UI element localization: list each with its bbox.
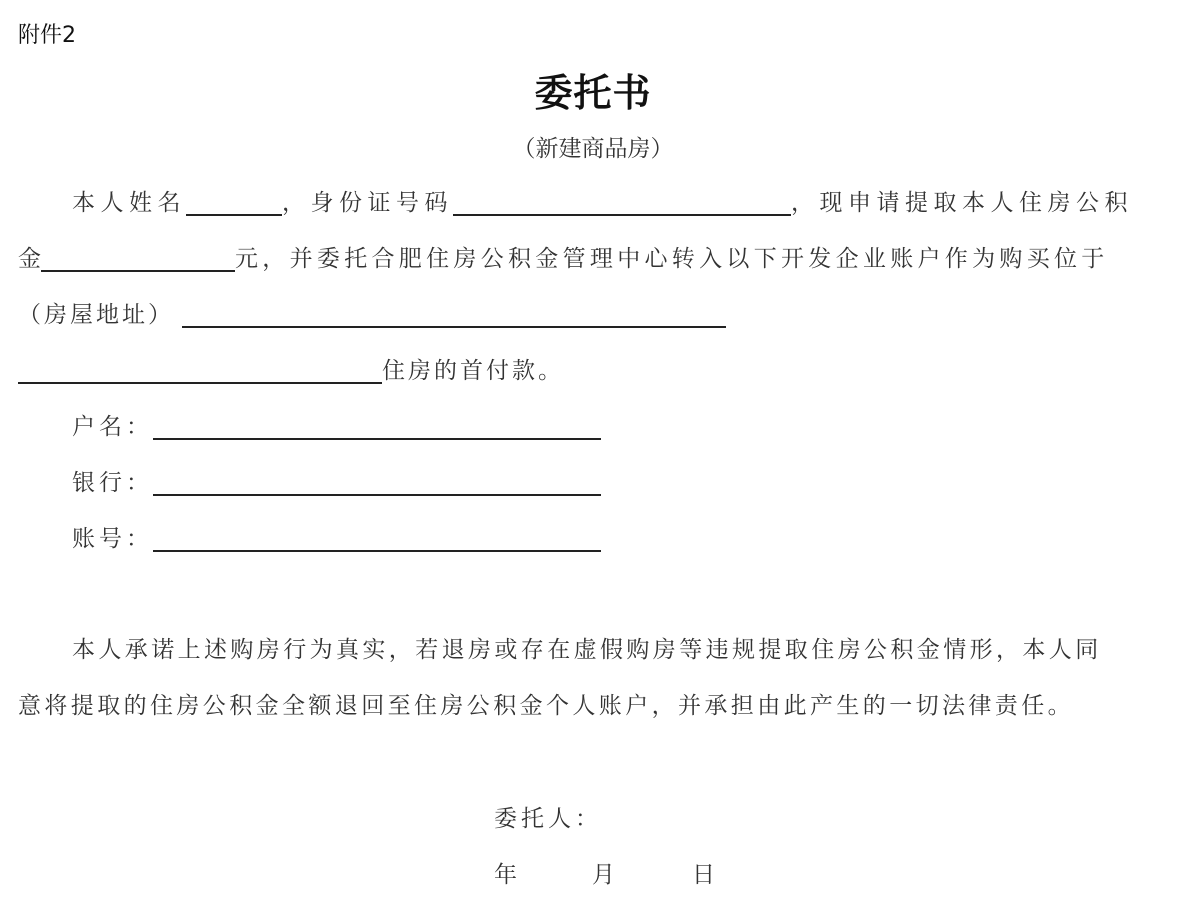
account-number-blank[interactable] bbox=[153, 524, 601, 552]
down-payment-text: 住房的首付款。 bbox=[382, 358, 564, 384]
line-amount bbox=[18, 242, 1109, 276]
account-name-label: 户名： bbox=[72, 414, 153, 440]
line-down-payment bbox=[18, 354, 564, 388]
date-month: 月 bbox=[592, 862, 615, 888]
account-name-row bbox=[72, 410, 601, 444]
apply-text: ，现申请提取本人住房公积 bbox=[791, 190, 1133, 216]
bank-label: 银行： bbox=[72, 470, 153, 496]
line-name-id bbox=[72, 186, 1133, 220]
attachment-label: 附件2 bbox=[18, 23, 76, 48]
bank-blank[interactable] bbox=[153, 468, 601, 496]
name-blank[interactable] bbox=[186, 188, 282, 216]
account-name-blank[interactable] bbox=[153, 412, 601, 440]
principal-label: 委托人： bbox=[494, 806, 602, 832]
address-blank[interactable] bbox=[182, 300, 726, 328]
id-label: ，身份证号码 bbox=[282, 190, 453, 216]
document-title: 委托书 bbox=[534, 70, 652, 115]
amount-text: 元，并委托合肥住房公积金管理中心转入以下开发企业账户作为购买位于 bbox=[235, 246, 1109, 272]
document-subtitle: （新建商品房） bbox=[512, 136, 674, 162]
promise-line-2: 意将提取的住房公积金全额退回至住房公积金个人账户，并承担由此产生的一切法律责任。 bbox=[18, 693, 1074, 719]
date-year: 年 bbox=[494, 862, 517, 888]
id-number-blank[interactable] bbox=[453, 188, 791, 216]
date-day: 日 bbox=[692, 862, 715, 888]
line-address bbox=[18, 298, 726, 332]
account-number-label: 账号： bbox=[72, 526, 153, 552]
address-continuation-blank[interactable] bbox=[18, 356, 382, 384]
name-label: 本人姓名 bbox=[72, 190, 186, 216]
account-number-row bbox=[72, 522, 601, 556]
gold-char: 金 bbox=[18, 246, 41, 272]
address-label: （房屋地址） bbox=[18, 302, 174, 328]
promise-line-1: 本人承诺上述购房行为真实，若退房或存在虚假购房等违规提取住房公积金情形，本人同 bbox=[72, 637, 1102, 663]
bank-row bbox=[72, 466, 601, 500]
amount-blank[interactable] bbox=[41, 244, 235, 272]
